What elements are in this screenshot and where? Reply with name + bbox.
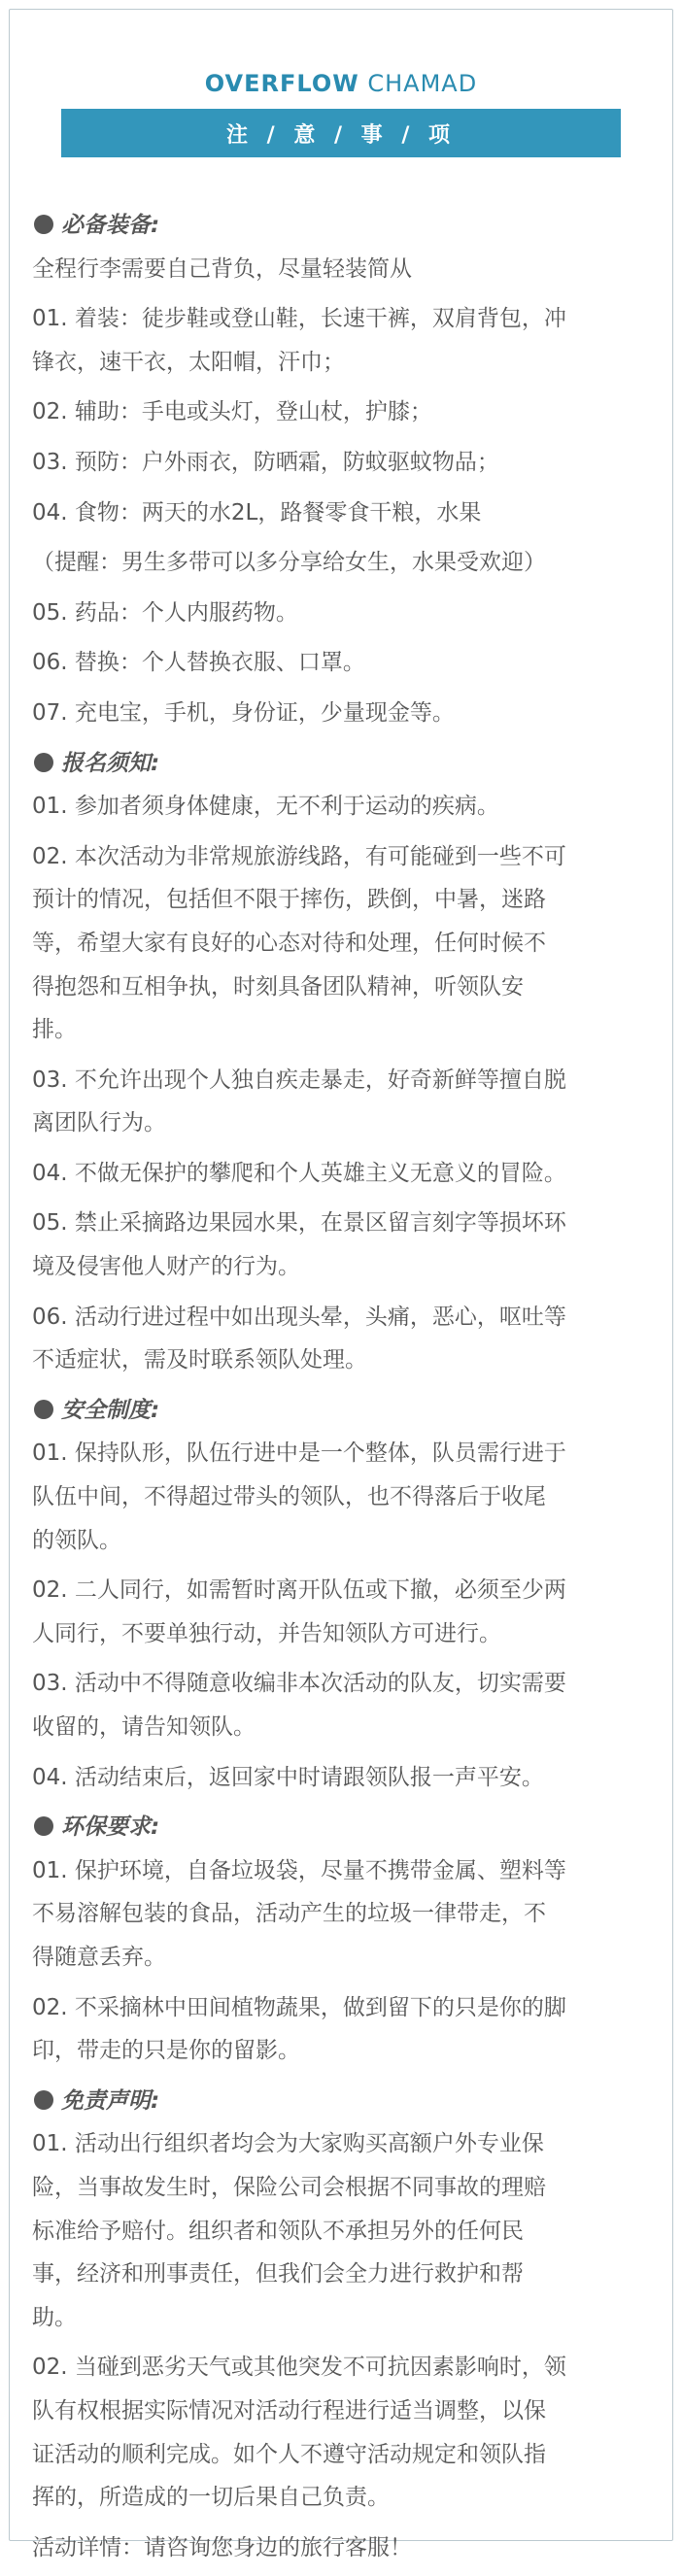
paragraph bbox=[32, 390, 654, 434]
paragraph-line: 04. 不做无保护的攀爬和个人英雄主义无意义的冒险。 bbox=[32, 1160, 566, 1186]
paragraph-line: 03. 预防：户外雨衣，防晒霜，防蚊驱蚊物品； bbox=[32, 449, 499, 475]
section-heading bbox=[32, 204, 654, 248]
paragraph-line: 人同行，不要单独行动，并告知领队方可进行。 bbox=[32, 1620, 501, 1646]
paragraph bbox=[32, 541, 654, 585]
paragraph-line: 预计的情况，包括但不限于摔伤，跌倒，中暑，迷路 bbox=[32, 887, 546, 913]
paragraph-line: 的领队。 bbox=[32, 1527, 121, 1553]
paragraph-line: 02. 辅助：手电或头灯，登山杖，护膝； bbox=[32, 399, 432, 425]
paragraph-line: 离团队行为。 bbox=[32, 1110, 166, 1136]
paragraph-line: 不适症状，需及时联系领队处理。 bbox=[32, 1347, 367, 1373]
paragraph bbox=[32, 641, 654, 685]
section-title: 报名须知: bbox=[61, 750, 160, 776]
paragraph bbox=[32, 441, 654, 485]
section-heading bbox=[32, 1389, 654, 1433]
paragraph-line: 印，带走的只是你的留影。 bbox=[32, 2038, 300, 2064]
brand-title-thin: CHAMAD bbox=[367, 70, 478, 97]
paragraph-line: 排。 bbox=[32, 1017, 77, 1043]
paragraph bbox=[32, 248, 654, 291]
section-heading bbox=[32, 742, 654, 786]
paragraph-line: 04. 食物：两天的水2L，路餐零食干粮，水果 bbox=[32, 499, 482, 525]
paragraph bbox=[32, 1202, 654, 1288]
section-heading bbox=[32, 2080, 654, 2123]
paragraph-line: 活动详情：请咨询您身边的旅行客服！ bbox=[32, 2534, 412, 2560]
paragraph-line: 险，当事故发生时，保险公司会根据不同事故的理赔 bbox=[32, 2174, 546, 2200]
section bbox=[32, 1389, 654, 1799]
paragraph bbox=[32, 835, 654, 1052]
paragraph-line: 标准给予赔付。组织者和领队不承担另外的任何民 bbox=[32, 2218, 524, 2244]
paragraph-line: 07. 充电宝，手机，身份证，少量现金等。 bbox=[32, 699, 455, 726]
paragraph-line: 证活动的顺利完成。如个人不遵守活动规定和领队指 bbox=[32, 2441, 546, 2467]
paragraph-line: 不易溶解包装的食品，活动产生的垃圾一律带走，不 bbox=[32, 1901, 546, 1927]
paragraph-line: 得抱怨和互相争执，时刻具备团队精神，听领队安 bbox=[32, 973, 524, 1000]
paragraph bbox=[32, 1059, 654, 1145]
paragraph-line: 02. 当碰到恶劣天气或其他突发不可抗因素影响时，领 bbox=[32, 2355, 566, 2381]
paragraph bbox=[32, 1152, 654, 1196]
paragraph bbox=[32, 692, 654, 735]
paragraph-line: 03. 活动中不得随意收编非本次活动的队友，切实需要 bbox=[32, 1671, 566, 1697]
paragraph bbox=[32, 1756, 654, 1800]
notice-banner: 注 / 意 / 事 / 项 bbox=[61, 109, 621, 157]
paragraph bbox=[32, 1849, 654, 1980]
paragraph-line: 收留的，请告知领队。 bbox=[32, 1714, 256, 1740]
paragraph-line: 事，经济和刑事责任，但我们会全力进行救护和帮 bbox=[32, 2261, 524, 2288]
section bbox=[32, 742, 654, 1382]
bullet-icon bbox=[34, 1816, 53, 1836]
paragraph bbox=[32, 785, 654, 829]
paragraph-line: 助。 bbox=[32, 2304, 77, 2330]
bullet-icon bbox=[34, 1400, 53, 1419]
paragraph-line: 05. 药品：个人内服药物。 bbox=[32, 599, 298, 626]
paragraph bbox=[32, 592, 654, 635]
paragraph-line: 01. 活动出行组织者均会为大家购买高额户外专业保 bbox=[32, 2131, 544, 2157]
paragraph-line: 01. 参加者须身体健康，无不利于运动的疾病。 bbox=[32, 794, 499, 820]
paragraph-line: 队伍中间，不得超过带头的领队，也不得落后于收尾 bbox=[32, 1484, 546, 1510]
paragraph bbox=[32, 1296, 654, 1382]
section bbox=[32, 204, 654, 735]
paragraph-line: 等，希望大家有良好的心态对待和处理，任何时候不 bbox=[32, 930, 546, 956]
paragraph-line: 01. 着装：徒步鞋或登山鞋，长速干裤，双肩背包，冲 bbox=[32, 306, 566, 332]
bullet-icon bbox=[34, 753, 53, 772]
paragraph-line: 01. 保护环境，自备垃圾袋，尽量不携带金属、塑料等 bbox=[32, 1857, 566, 1883]
paragraph-line: 境及侵害他人财产的行为。 bbox=[32, 1254, 300, 1280]
section-title: 必备装备: bbox=[61, 213, 160, 238]
section-title: 免责声明: bbox=[61, 2087, 160, 2114]
paragraph bbox=[32, 1662, 654, 1748]
paragraph bbox=[32, 491, 654, 535]
paragraph-line: 01. 保持队形，队伍行进中是一个整体，队员需行进于 bbox=[32, 1441, 566, 1467]
paragraph-line: 02. 二人同行，如需暂时离开队伍或下撤，必须至少两 bbox=[32, 1577, 566, 1604]
paragraph bbox=[32, 297, 654, 384]
brand-title bbox=[0, 70, 682, 97]
paragraph-line: 得随意丢弃。 bbox=[32, 1944, 166, 1970]
paragraph bbox=[32, 2122, 654, 2339]
paragraph-line: 06. 替换：个人替换衣服、口罩。 bbox=[32, 650, 365, 676]
section-title: 安全制度: bbox=[61, 1397, 160, 1423]
paragraph bbox=[32, 1569, 654, 1655]
paragraph bbox=[32, 1432, 654, 1562]
paragraph-line: 02. 本次活动为非常规旅游线路，有可能碰到一些不可 bbox=[32, 843, 566, 869]
paragraph bbox=[32, 2346, 654, 2519]
paragraph-line: 05. 禁止采摘路边果园水果，在景区留言刻字等损坏环 bbox=[32, 1210, 566, 1237]
paragraph bbox=[32, 2526, 654, 2570]
paragraph-line: 队有权根据实际情况对活动行程进行适当调整，以保 bbox=[32, 2397, 546, 2423]
bullet-icon bbox=[34, 215, 53, 234]
section-heading bbox=[32, 1806, 654, 1849]
paragraph-line: 挥的，所造成的一切后果自己负责。 bbox=[32, 2485, 390, 2511]
paragraph-line: 02. 不采摘林中田间植物蔬果，做到留下的只是你的脚 bbox=[32, 1994, 566, 2020]
brand-title-bold: OVERFLOW bbox=[204, 70, 359, 97]
section bbox=[32, 2080, 654, 2570]
paragraph-line: 06. 活动行进过程中如出现头晕，头痛，恶心，呕吐等 bbox=[32, 1304, 566, 1330]
section-title: 环保要求: bbox=[61, 1814, 160, 1841]
paragraph-line: （提醒：男生多带可以多分享给女生，水果受欢迎） bbox=[32, 550, 546, 576]
paragraph-line: 锋衣，速干衣，太阳帽，汗巾； bbox=[32, 349, 345, 375]
paragraph-line: 04. 活动结束后，返回家中时请跟领队报一声平安。 bbox=[32, 1764, 544, 1790]
section bbox=[32, 1806, 654, 2073]
paragraph bbox=[32, 1986, 654, 2073]
paragraph-line: 03. 不允许出现个人独自疾走暴走，好奇新鲜等擅自脱 bbox=[32, 1067, 566, 1093]
paragraph-line: 全程行李需要自己背负，尽量轻装简从 bbox=[32, 255, 412, 282]
bullet-icon bbox=[34, 2090, 53, 2110]
notice-content bbox=[32, 204, 654, 2576]
